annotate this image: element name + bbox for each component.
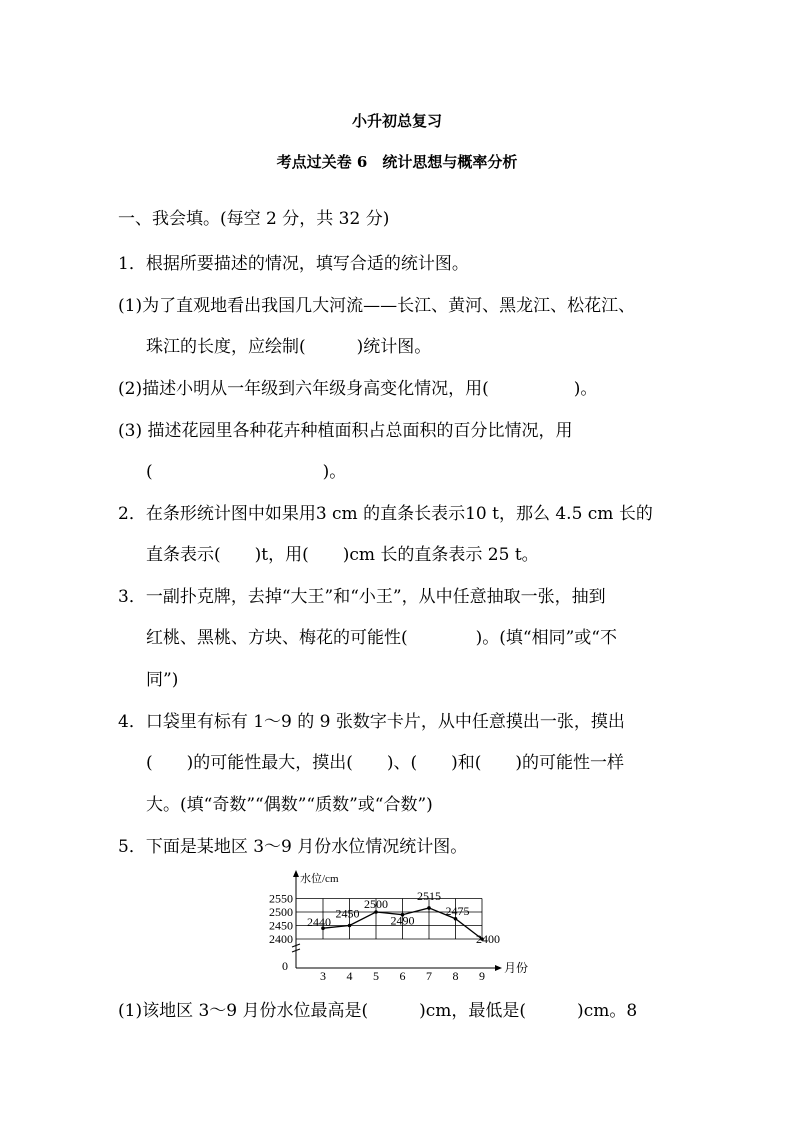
data-label: 2450 (335, 906, 360, 921)
x-axis-arrow (495, 965, 502, 971)
question-1-part-1-line-1: (1)为了直观地看出我国几大河流——长江、黄河、黑龙江、松花江、 (118, 296, 636, 316)
question-2-line-1: 2．在条形统计图中如果用3 cm 的直条长表示10 t，那么 4.5 cm 长的 (118, 504, 653, 524)
question-5-part-1: (1)该地区 3～9 月份水位最高是( )cm，最低是( )cm。8 (118, 1001, 638, 1021)
page-subtitle: 考点过关卷 6 统计思想与概率分析 (276, 153, 518, 171)
question-1-part-3-line-2: ( )。 (146, 462, 347, 482)
question-1-stem: 1．根据所要描述的情况，填写合适的统计图。 (118, 254, 469, 274)
question-3-line-3: 同”) (146, 670, 179, 690)
data-label: 2500 (364, 897, 388, 911)
question-4-line-3: 大。(填“奇数”“偶数”“质数”或“合数”) (146, 795, 433, 815)
section-heading: 一、我会填。(每空 2 分，共 32 分) (118, 209, 390, 229)
data-label: 2440 (307, 915, 331, 930)
question-1-part-1-line-2: 珠江的长度，应绘制( )统计图。 (146, 337, 432, 357)
question-3-line-2: 红桃、黑桃、方块、梅花的可能性( )。(填“相同”或“不 (146, 628, 617, 648)
y-tick-label: 2450 (269, 918, 293, 933)
x-tick-label: 6 (399, 969, 406, 980)
data-label: 2490 (390, 913, 415, 928)
y-zero-label: 0 (282, 959, 288, 973)
data-point (348, 924, 352, 928)
y-axis-label: 水位/cm (300, 873, 339, 885)
data-point (427, 906, 431, 910)
data-label: 2400 (476, 932, 500, 946)
question-1-part-3-line-1: (3) 描述花园里各种花卉种植面积占总面积的百分比情况，用 (118, 421, 573, 441)
question-3-line-1: 3．一副扑克牌，去掉“大王”和“小王”，从中任意抽取一张，抽到 (118, 587, 606, 607)
x-tick-label: 9 (479, 969, 485, 980)
y-tick-label: 2400 (269, 932, 293, 946)
question-4-line-1: 4．口袋里有标有 1～9 的 9 张数字卡片，从中任意摸出一张，摸出 (118, 712, 625, 732)
question-5-stem: 5．下面是某地区 3～9 月份水位情况统计图。 (118, 837, 468, 857)
question-1-part-2: (2)描述小明从一年级到六年级身高变化情况，用( )。 (118, 379, 598, 399)
x-axis-label: 月份 (504, 961, 529, 975)
x-tick-label: 4 (346, 969, 353, 980)
data-label: 2515 (417, 888, 441, 903)
x-tick-label: 8 (452, 969, 459, 980)
y-axis-arrow (293, 870, 299, 877)
question-2-line-2: 直条表示( )t，用( )cm 长的直条表示 25 t。 (146, 545, 539, 565)
page-title: 小升初总复习 (351, 112, 442, 130)
x-tick-label: 5 (373, 969, 379, 980)
data-label: 2475 (445, 903, 470, 918)
y-tick-label: 2500 (269, 905, 293, 919)
x-tick-label: 3 (320, 969, 326, 980)
question-4-line-2: ( )的可能性最大，摸出( )、( )和( )的可能性一样 (146, 753, 625, 773)
y-tick-label: 2550 (269, 891, 293, 906)
x-tick-label: 7 (426, 969, 432, 980)
water-level-line-chart (258, 868, 538, 980)
